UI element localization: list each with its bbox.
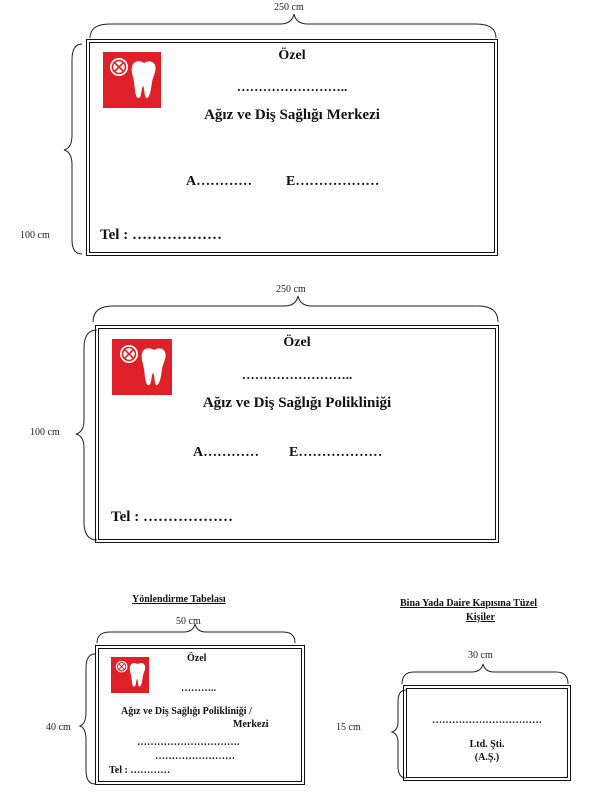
sign4-height-brace	[392, 690, 406, 778]
sign3-dots: ………..	[181, 683, 216, 694]
sign2-name: Ağız ve Diş Sağlığı Polikliniği	[202, 395, 392, 411]
sign2-e-field: E………………	[289, 445, 383, 460]
sign3-width-label: 50 cm	[176, 616, 201, 627]
sign1-dots: ……………………..	[236, 79, 348, 94]
sign2-width-brace	[93, 296, 498, 322]
sign1-width-label: 250 cm	[274, 2, 304, 13]
sign2-tel: Tel : ………………	[111, 509, 233, 525]
sign4-line1: Ltd. Şti.	[469, 739, 505, 750]
sign1-name: Ağız ve Diş Sağlığı Merkezi	[204, 107, 380, 123]
sign4-caption-line1: Bina Yada Daire Kapısına Tüzel	[400, 598, 538, 609]
sign2-height-brace	[76, 330, 97, 540]
sign4-dots: ……………………………	[432, 715, 542, 726]
sign1-height-label: 100 cm	[20, 230, 50, 241]
sign3-dots3: ……………………	[155, 751, 235, 762]
sign4-width-brace	[402, 664, 568, 684]
sign2-height-label: 100 cm	[30, 427, 60, 438]
sign3-name-line2: Merkezi	[233, 719, 269, 730]
sign1-title: Özel	[278, 48, 306, 63]
sign3-logo	[111, 657, 149, 693]
sign3-title: Özel	[187, 653, 207, 664]
sign4-line2: (A.Ş.)	[474, 752, 500, 763]
sign3-tel: Tel : …………	[109, 765, 171, 776]
sign3-dots2: ………………………….	[137, 737, 240, 748]
sign1-width-brace	[90, 14, 496, 38]
sign2-board	[98, 328, 496, 540]
sign4-width-label: 30 cm	[468, 650, 493, 661]
sign1-e-field: E………………	[286, 174, 380, 189]
sign2-dots: ……………………..	[241, 367, 353, 382]
sign3-caption: Yönlendirme Tabelası	[132, 594, 226, 605]
sign1-a-field: A…………	[186, 174, 253, 189]
tooth-logo-icon	[111, 657, 149, 693]
sign4-caption-line2: Kişiler	[466, 612, 495, 623]
sign2-width-label: 250 cm	[276, 284, 306, 295]
sign2-title: Özel	[283, 335, 311, 350]
sign3-height-brace	[80, 654, 95, 784]
sign3-board	[98, 648, 302, 782]
sign3-height-label: 40 cm	[46, 722, 71, 733]
sign1-tel: Tel : ………………	[100, 227, 222, 243]
sign4-height-label: 15 cm	[336, 722, 361, 733]
sign1-height-brace	[64, 44, 82, 254]
sign2-a-field: A…………	[193, 445, 260, 460]
sign4-board	[406, 688, 568, 778]
sign1-board	[89, 42, 495, 253]
sign3-name-line1: Ağız ve Diş Sağlığı Polikliniği /	[121, 706, 252, 717]
